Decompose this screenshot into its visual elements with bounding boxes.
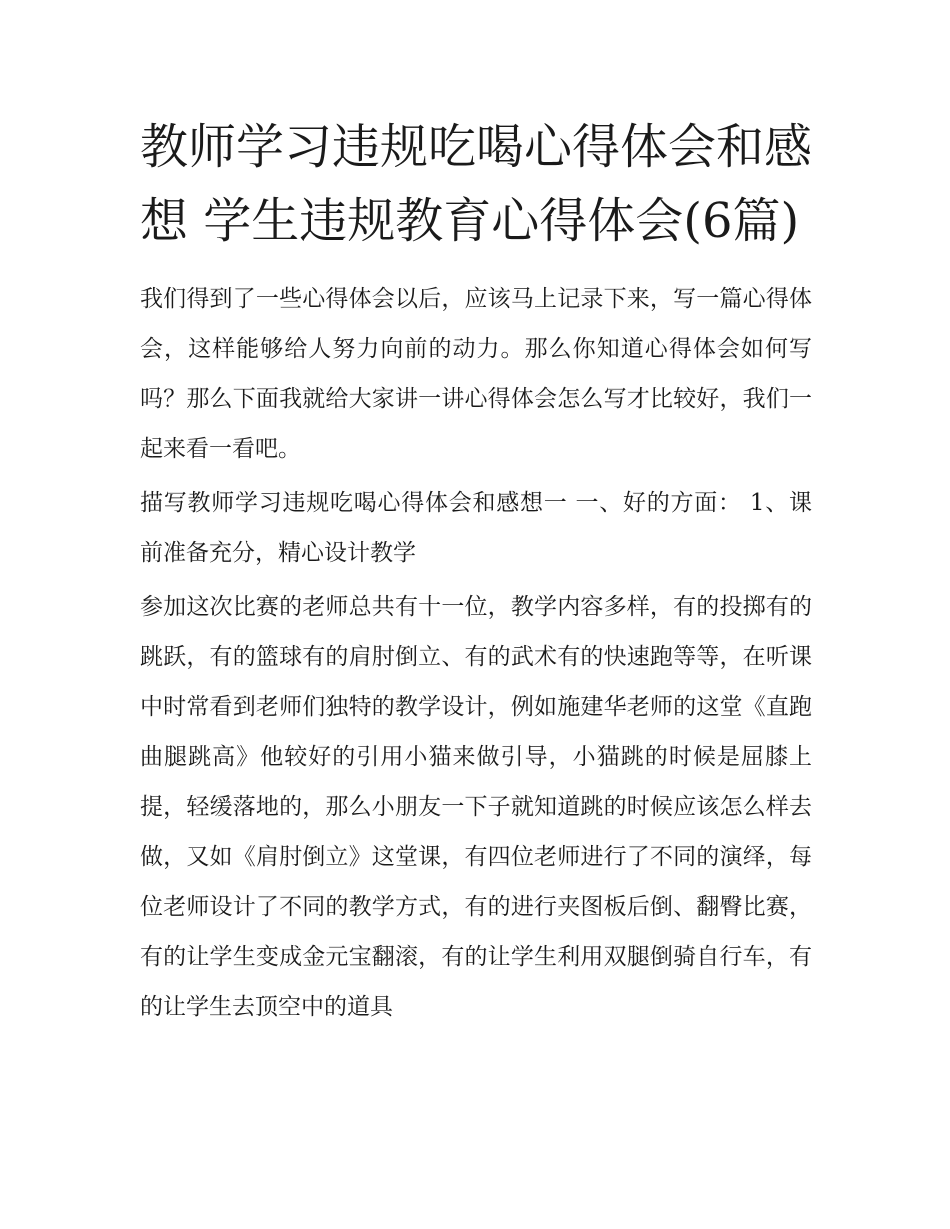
document-title: 教师学习违规吃喝心得体会和感想 学生违规教育心得体会(6篇) (140, 119, 813, 249)
section-heading-paragraph: 描写教师学习违规吃喝心得体会和感想一 一、好的方面： 1、课前准备充分，精心设计教学 (140, 490, 812, 566)
intro-paragraph: 我们得到了一些心得体会以后，应该马上记录下来，写一篇心得体会，这样能够给人努力向前的动力。那么你知道心得体会如何写吗？那么下面我就给大家讲一讲心得体会怎么写才比较好，我们一起来看一看吧。 (140, 286, 812, 462)
document-body (140, 110, 812, 1032)
body-paragraph: 参加这次比赛的老师总共有十一位，教学内容多样，有的投掷有的跳跃，有的篮球有的肩肘倒立、有的武术有的快速跑等等，在听课中时常看到老师们独特的教学设计，例如施建华老师的这堂《直跑曲腿跳高》他较好的引用小猫来做引导，小猫跳的时候是屈膝上提，轻缓落地的，那么小朋友一下子就知道跳的时候应该怎么样去做，又如《肩肘倒立》这堂课，有四位老师进行了不同的演绎，每位老师设计了不同的教学方式，有的进行夹图板后倒、翻臀比赛，有的让学生变成金元宝翻滚，有的让学生利用双腿倒骑自行车，有的让学生去顶空中的道具 (140, 594, 812, 1020)
